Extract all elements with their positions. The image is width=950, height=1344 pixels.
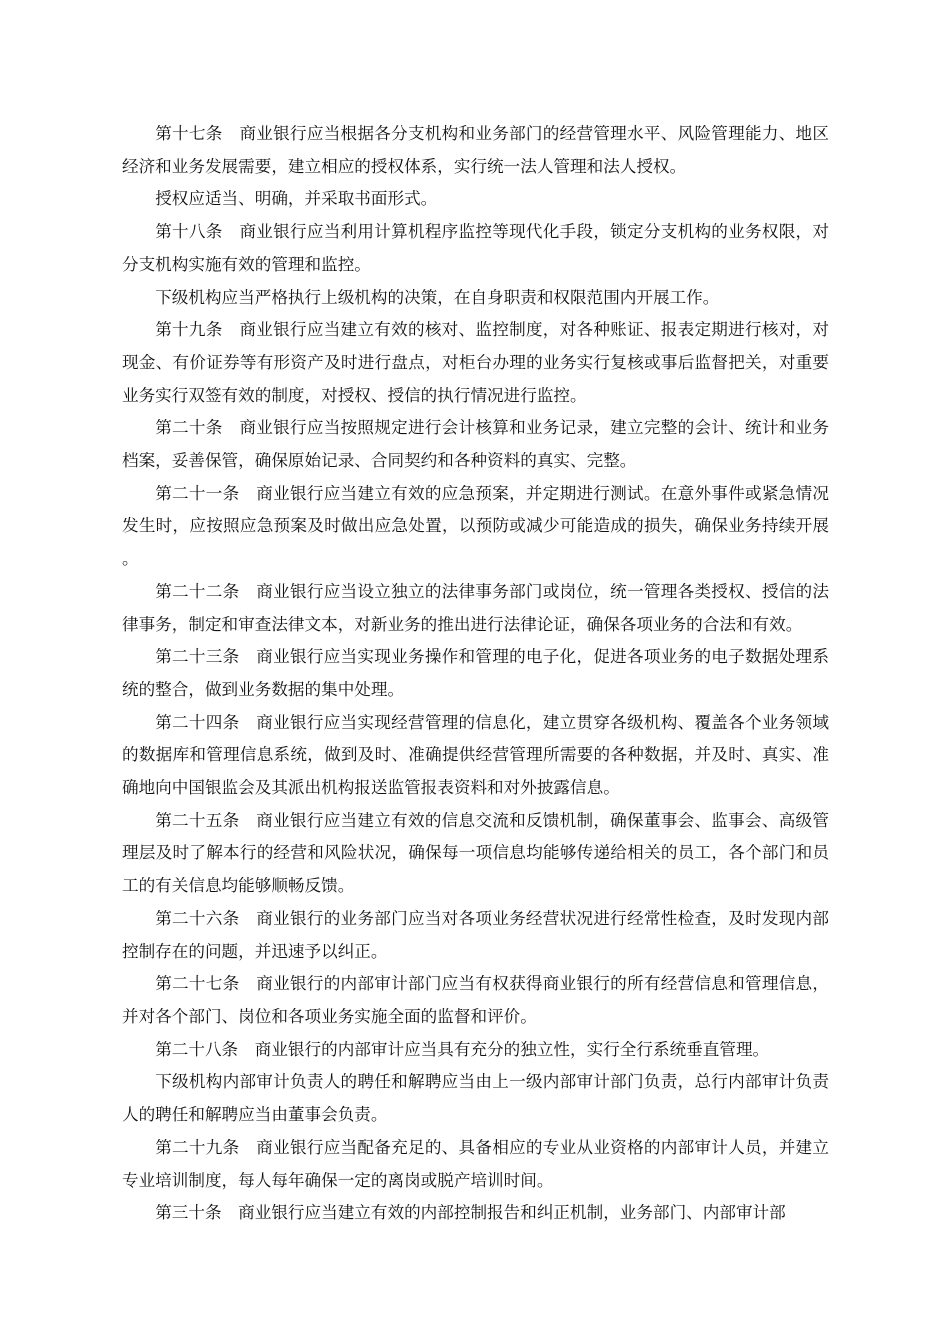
paragraph-article-17: 第十七条 商业银行应当根据各分支机构和业务部门的经营管理水平、风险管理能力、地区经济和业务发展需要，建立相应的授权体系，实行统一法人管理和法人授权。 [122, 124, 829, 176]
document-body [122, 118, 829, 1230]
paragraph-article-25: 第二十五条 商业银行应当建立有效的信息交流和反馈机制，确保董事会、监事会、高级管理层及时了解本行的经营和风险状况，确保每一项信息均能够传递给相关的员工，各个部门和员工的有关信息均能够顺畅反馈。 [122, 810, 829, 896]
paragraph-article-21: 第二十一条 商业银行应当建立有效的应急预案，并定期进行测试。在意外事件或紧急情况发生时，应按照应急预案及时做出应急处置，以预防或减少可能造成的损失，确保业务持续开展。 [122, 483, 829, 569]
paragraph-article-19: 第十九条 商业银行应当建立有效的核对、监控制度，对各种账证、报表定期进行核对，对现金、有价证券等有形资产及时进行盘点，对柜台办理的业务实行复核或事后监督把关，对重要业务实行双签有效的制度，对授权、授信的执行情况进行监控。 [122, 320, 829, 405]
paragraph-article-24: 第二十四条 商业银行应当实现经营管理的信息化，建立贯穿各级机构、覆盖各个业务领域的数据库和管理信息系统，做到及时、准确提供经营管理所需要的各种数据，并及时、真实、准确地向中国银监会及其派出机构报送监管报表资料和对外披露信息。 [122, 712, 829, 798]
paragraph-article-20: 第二十条 商业银行应当按照规定进行会计核算和业务记录，建立完整的会计、统计和业务档案，妥善保管，确保原始记录、合同契约和各种资料的真实、完整。 [122, 418, 829, 471]
paragraph-audit-head-appointment: 下级机构内部审计负责人的聘任和解聘应当由上一级内部审计部门负责，总行内部审计负责人的聘任和解聘应当由董事会负责。 [122, 1072, 829, 1125]
paragraph-article-23: 第二十三条 商业银行应当实现业务操作和管理的电子化，促进各项业务的电子数据处理系统的整合，做到业务数据的集中处理。 [122, 647, 829, 699]
paragraph-article-18: 第十八条 商业银行应当利用计算机程序监控等现代化手段，锁定分支机构的业务权限，对分支机构实施有效的管理和监控。 [122, 222, 829, 274]
paragraph-subordinate-execution: 下级机构应当严格执行上级机构的决策，在自身职责和权限范围内开展工作。 [155, 287, 720, 307]
paragraph-article-28: 第二十八条 商业银行的内部审计应当具有充分的独立性，实行全行系统垂直管理。 [155, 1039, 770, 1059]
paragraph-article-30: 第三十条 商业银行应当建立有效的内部控制报告和纠正机制，业务部门、内部审计部 [155, 1203, 786, 1223]
paragraph-article-26: 第二十六条 商业银行的业务部门应当对各项业务经营状况进行经常性检查，及时发现内部控制存在的问题，并迅速予以纠正。 [122, 908, 829, 961]
paragraph-article-27: 第二十七条 商业银行的内部审计部门应当有权获得商业银行的所有经营信息和管理信息，并对各个部门、岗位和各项业务实施全面的监督和评价。 [122, 974, 829, 1026]
paragraph-article-29: 第二十九条 商业银行应当配备充足的、具备相应的专业从业资格的内部审计人员，并建立专业培训制度，每人每年确保一定的离岗或脱产培训时间。 [122, 1137, 829, 1190]
paragraph-authorization-form: 授权应适当、明确，并采取书面形式。 [155, 189, 438, 209]
paragraph-article-22: 第二十二条 商业银行应当设立独立的法律事务部门或岗位，统一管理各类授权、授信的法律事务，制定和审查法律文本，对新业务的推出进行法律论证，确保各项业务的合法和有效。 [122, 581, 829, 634]
